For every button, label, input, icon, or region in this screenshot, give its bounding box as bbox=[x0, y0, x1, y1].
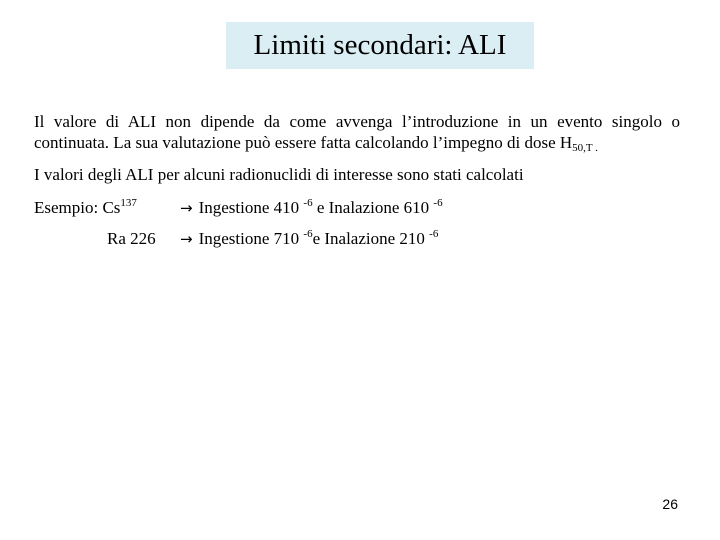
ingestion-value: Ingestione 410 bbox=[198, 198, 300, 217]
right-arrow-icon: → bbox=[180, 199, 193, 217]
example-label-prefix: Esempio: Cs bbox=[34, 198, 121, 217]
ingestion-value: Ingestione 710 bbox=[198, 229, 300, 248]
example-label-cs137 bbox=[34, 197, 137, 218]
right-arrow-icon: → bbox=[180, 230, 193, 248]
dose-subscript: 50,T . bbox=[572, 142, 598, 154]
title-box bbox=[226, 22, 534, 69]
inhalation-exponent: -6 bbox=[429, 228, 439, 240]
ali-values-line: I valori degli ALI per alcuni radionuclidi di interesse sono stati calcolati bbox=[34, 165, 524, 184]
inhalation-exponent: -6 bbox=[433, 197, 443, 209]
example-values-cs137 bbox=[180, 197, 443, 219]
ingestion-exponent: -6 bbox=[303, 197, 313, 209]
example-label-ra226: Ra 226 bbox=[107, 229, 156, 248]
example-values-ra226 bbox=[180, 228, 438, 250]
intro-paragraph bbox=[34, 111, 680, 153]
slide-title: Limiti secondari: ALI bbox=[253, 29, 507, 61]
inhalation-value: e Inalazione 210 bbox=[312, 229, 425, 248]
page-number: 26 bbox=[662, 496, 678, 512]
cs-mass-number: 137 bbox=[120, 197, 137, 209]
ingestion-exponent: -6 bbox=[303, 228, 313, 240]
intro-paragraph-text: Il valore di ALI non dipende da come avvenga l’introduzione in un evento singolo o continuata. La sua valutazione può essere fatta calcolando l’impegno di dose H bbox=[34, 112, 680, 152]
inhalation-value: e Inalazione 610 bbox=[316, 198, 430, 217]
